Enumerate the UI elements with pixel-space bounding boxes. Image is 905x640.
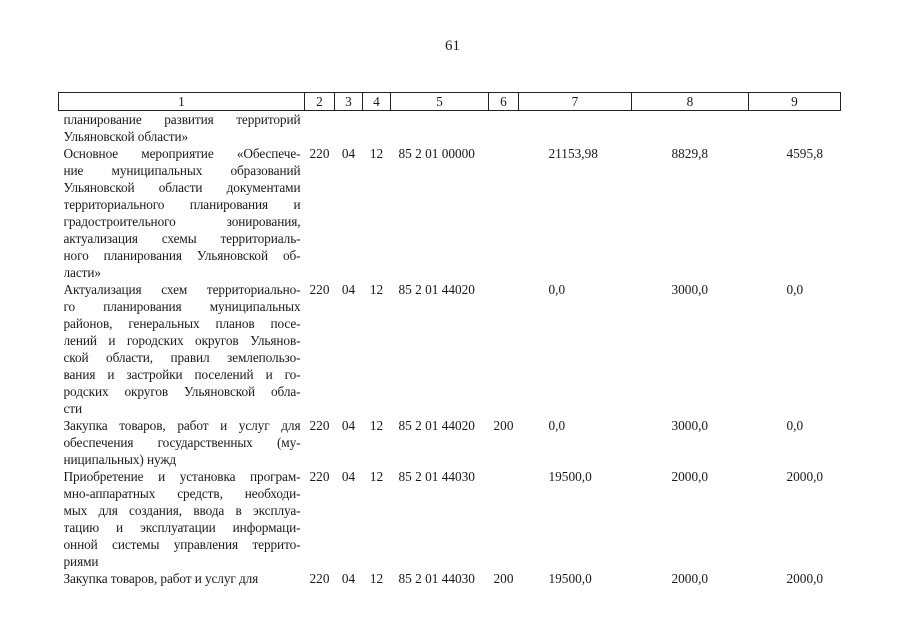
cell-subsection-a: 04 xyxy=(341,571,356,586)
item-name-line: Ульяновской области документами xyxy=(63,180,301,195)
cell-expense-type: 200 xyxy=(493,418,514,433)
cell-section: 220 xyxy=(309,282,330,297)
header-col-2: 2 xyxy=(305,93,335,111)
item-name-line: Закупка товаров, работ и услуг для xyxy=(63,418,301,433)
cell-target-code xyxy=(391,111,489,146)
cell-subsection-b: 12 xyxy=(369,571,384,586)
item-name-line: ласти» xyxy=(63,265,101,280)
cell-item-name xyxy=(59,417,305,468)
item-name-line: тацию и эксплуатации информаци- xyxy=(63,520,301,535)
header-col-7: 7 xyxy=(519,93,632,111)
cell-subsection-a: 04 xyxy=(341,282,356,297)
item-name-line: Закупка товаров, работ и услуг для xyxy=(63,571,259,586)
item-name-line: вания и застройки поселений и го- xyxy=(63,367,301,382)
cell-item-name xyxy=(59,281,305,417)
item-name-line: Актуализация схем территориально- xyxy=(63,282,301,297)
header-col-6: 6 xyxy=(489,93,519,111)
item-name-line: районов, генеральных планов посе- xyxy=(63,316,301,331)
item-name-line: территориального планирования и xyxy=(63,197,301,212)
cell-target-code: 85 2 01 44020 xyxy=(398,282,475,297)
cell-amount-col8: 3000,0 xyxy=(671,418,709,433)
cell-expense-type: 200 xyxy=(493,571,514,586)
cell-amount-col9 xyxy=(749,111,841,146)
cell-subsection-a: 04 xyxy=(341,469,356,484)
cell-expense-type xyxy=(489,281,519,417)
cell-amount-col9: 0,0 xyxy=(786,418,804,433)
cell-amount-col9: 2000,0 xyxy=(786,571,824,586)
cell-amount-col7: 19500,0 xyxy=(548,469,592,484)
item-name-line: планирование развития территорий xyxy=(63,112,301,127)
cell-expense-type xyxy=(489,111,519,146)
item-name-line: лений и городских округов Ульянов- xyxy=(63,333,301,348)
header-col-1: 1 xyxy=(59,93,305,111)
cell-section: 220 xyxy=(309,469,330,484)
cell-subsection-b: 12 xyxy=(369,146,384,161)
table-header xyxy=(59,93,841,111)
item-name-line: мно-аппаратных средств, необходи- xyxy=(63,486,301,501)
item-name-line: го планирования муниципальных xyxy=(63,299,301,314)
cell-subsection-b: 12 xyxy=(369,469,384,484)
budget-table xyxy=(58,92,841,587)
cell-section: 220 xyxy=(309,146,330,161)
cell-amount-col9: 2000,0 xyxy=(786,469,824,484)
cell-subsection-b: 12 xyxy=(369,418,384,433)
cell-target-code: 85 2 01 44030 xyxy=(398,571,475,586)
table-row xyxy=(59,281,841,417)
cell-amount-col7: 19500,0 xyxy=(548,571,592,586)
item-name-line: Основное мероприятие «Обеспече- xyxy=(63,146,301,161)
cell-amount-col8: 2000,0 xyxy=(671,571,709,586)
item-name-line: риями xyxy=(63,554,99,569)
cell-amount-col8 xyxy=(632,111,749,146)
table-row xyxy=(59,468,841,570)
header-col-9: 9 xyxy=(749,93,841,111)
cell-amount-col9: 4595,8 xyxy=(786,146,824,161)
cell-item-name xyxy=(59,111,305,146)
cell-amount-col7: 0,0 xyxy=(548,282,566,297)
item-name-line: градостроительного зонирования, xyxy=(63,214,301,229)
cell-subsection-a: 04 xyxy=(341,146,356,161)
cell-target-code: 85 2 01 00000 xyxy=(398,146,475,161)
cell-section xyxy=(305,111,335,146)
cell-amount-col7 xyxy=(519,111,632,146)
item-name-line: родских округов Ульяновской обла- xyxy=(63,384,301,399)
cell-amount-col8: 3000,0 xyxy=(671,282,709,297)
table-row xyxy=(59,570,841,587)
item-name-line: ниципальных) нужд xyxy=(63,452,177,467)
item-name-line: обеспечения государственных (му- xyxy=(63,435,301,450)
cell-amount-col9: 0,0 xyxy=(786,282,804,297)
header-col-8: 8 xyxy=(632,93,749,111)
item-name-line: Ульяновской области» xyxy=(63,129,189,144)
table-row xyxy=(59,417,841,468)
cell-amount-col8: 2000,0 xyxy=(671,469,709,484)
cell-section: 220 xyxy=(309,571,330,586)
cell-target-code: 85 2 01 44020 xyxy=(398,418,475,433)
item-name-line: актуализация схемы территориаль- xyxy=(63,231,301,246)
header-row xyxy=(59,93,841,111)
page-number: 61 xyxy=(445,38,460,54)
item-name-line: ской области, правил землепользо- xyxy=(63,350,301,365)
cell-item-name xyxy=(59,570,305,587)
table-row xyxy=(59,111,841,146)
cell-subsection-a xyxy=(335,111,363,146)
cell-subsection-b xyxy=(363,111,391,146)
cell-subsection-b: 12 xyxy=(369,282,384,297)
item-name-line: Приобретение и установка програм- xyxy=(63,469,301,484)
cell-item-name xyxy=(59,145,305,281)
item-name-line: онной системы управления террито- xyxy=(63,537,301,552)
item-name-line: ние муниципальных образований xyxy=(63,163,301,178)
cell-expense-type xyxy=(489,145,519,281)
cell-item-name xyxy=(59,468,305,570)
item-name-line: ного планирования Ульяновской об- xyxy=(63,248,301,263)
table-row xyxy=(59,145,841,281)
item-name-line: сти xyxy=(63,401,83,416)
cell-subsection-a: 04 xyxy=(341,418,356,433)
cell-amount-col8: 8829,8 xyxy=(671,146,709,161)
table-body xyxy=(59,111,841,588)
item-name-line: мых для создания, ввода в эксплуа- xyxy=(63,503,301,518)
cell-section: 220 xyxy=(309,418,330,433)
header-col-4: 4 xyxy=(363,93,391,111)
cell-amount-col7: 0,0 xyxy=(548,418,566,433)
cell-amount-col7: 21153,98 xyxy=(548,146,598,161)
cell-target-code: 85 2 01 44030 xyxy=(398,469,475,484)
header-col-3: 3 xyxy=(335,93,363,111)
header-col-5: 5 xyxy=(391,93,489,111)
cell-expense-type xyxy=(489,468,519,570)
